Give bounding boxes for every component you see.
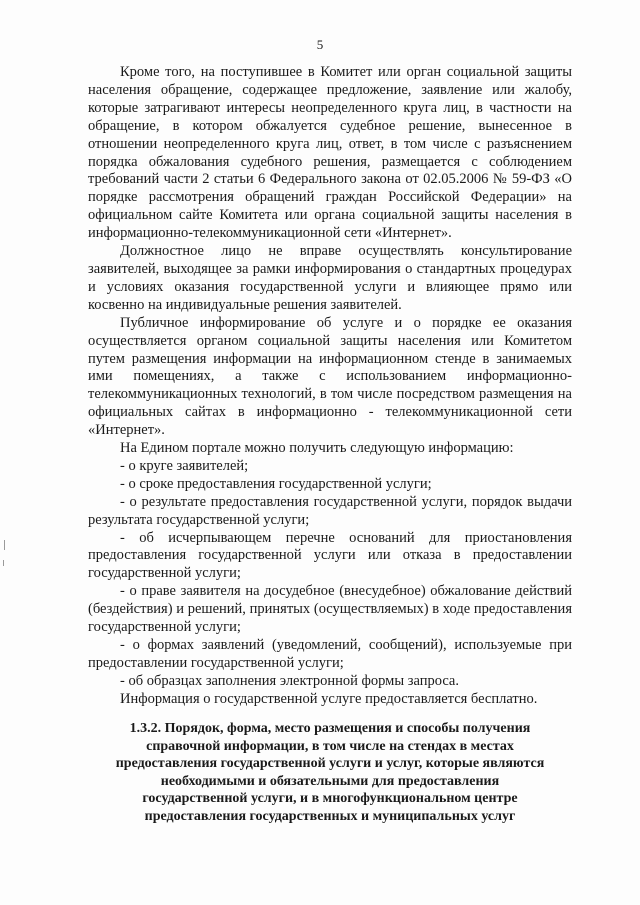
page-number: 5 xyxy=(316,37,324,52)
list-item: - о праве заявителя на досудебное (внесудебное) обжалование действий (бездействия) и решений, принятых (осуществляемых) в ходе предоставления государственной услуги; xyxy=(88,583,572,636)
heading-line: 1.3.2. Порядок, форма, место размещения и способы получения xyxy=(129,721,531,736)
heading-line: государственной услуги, и в многофункциональном центре xyxy=(142,791,518,807)
scan-edge-mark xyxy=(4,540,5,550)
section-heading xyxy=(88,720,572,826)
paragraph-portal-intro: На Едином портале можно получить следующую информацию: xyxy=(120,440,514,457)
list-item: - об образцах заполнения электронной формы запроса. xyxy=(120,672,459,689)
list-item: - о результате предоставления государственной услуги, порядок выдачи результата государственной услуги; xyxy=(88,493,572,528)
document-body xyxy=(88,64,572,709)
list-item: - о формах заявлений (уведомлений, сообщений), используемые при предоставлении государственной услуги; xyxy=(88,637,572,671)
paragraph-free-of-charge: Информация о государственной услуге предоставляется бесплатно. xyxy=(120,690,538,707)
list-item: - о сроке предоставления государственной услуги; xyxy=(120,475,432,492)
scan-edge-mark xyxy=(3,560,4,566)
list-item: - об исчерпывающем перечне оснований для приостановления предоставления государственной услуги или отказа в предоставлении государственной услуги; xyxy=(88,529,572,582)
heading-line: необходимыми и обязательными для предоставления xyxy=(160,773,500,789)
list-item: - о круге заявителей; xyxy=(120,457,249,474)
paragraph-appeal-response: Кроме того, на поступившее в Комитет или орган социальной защиты населения обращение, содержащее предложение, заявление или жалобу, которые затрагивают интересы неопределенного круга лиц, в частности на обращение, в котором обжалуется судебное решение, вынесенное в отношении неопределенного круга лиц, ответ, в том числе с разъяснением порядка обжалования судебного решения, размещается с соблюдением требований части 2 статьи 6 Федерального закона от 02.05.2006 № 59-ФЗ «О порядке рассмотрения обращений граждан Российской Федерации» на официальном сайте Комитета или органа социальной защиты населения в информационно-телекоммуникационной сети «Интернет». xyxy=(88,64,572,242)
heading-line: предоставления государственных и муниципальных услуг xyxy=(144,808,516,824)
heading-line: предоставления государственной услуги и услуг, которые являются xyxy=(115,756,545,772)
heading-line: справочной информации, в том числе на стендах в местах xyxy=(146,738,514,754)
paragraph-public-information: Публичное информирование об услуге и о порядке ее оказания осуществляется органом социальной защиты населения или Комитетом путем размещения информации на информационном стенде в занимаемых ими помещениях, а также с использованием информационно-телекоммуникационных технологий, в том числе посредством размещения на официальных сайтах в информационно - телекоммуникационной сети «Интернет». xyxy=(88,314,572,439)
paragraph-official-consulting: Должностное лицо не вправе осуществлять консультирование заявителей, выходящее за рамки информирования о стандартных процедурах и условиях оказания государственной услуги и влияющее прямо или косвенно на индивидуальные решения заявителей. xyxy=(88,243,572,313)
